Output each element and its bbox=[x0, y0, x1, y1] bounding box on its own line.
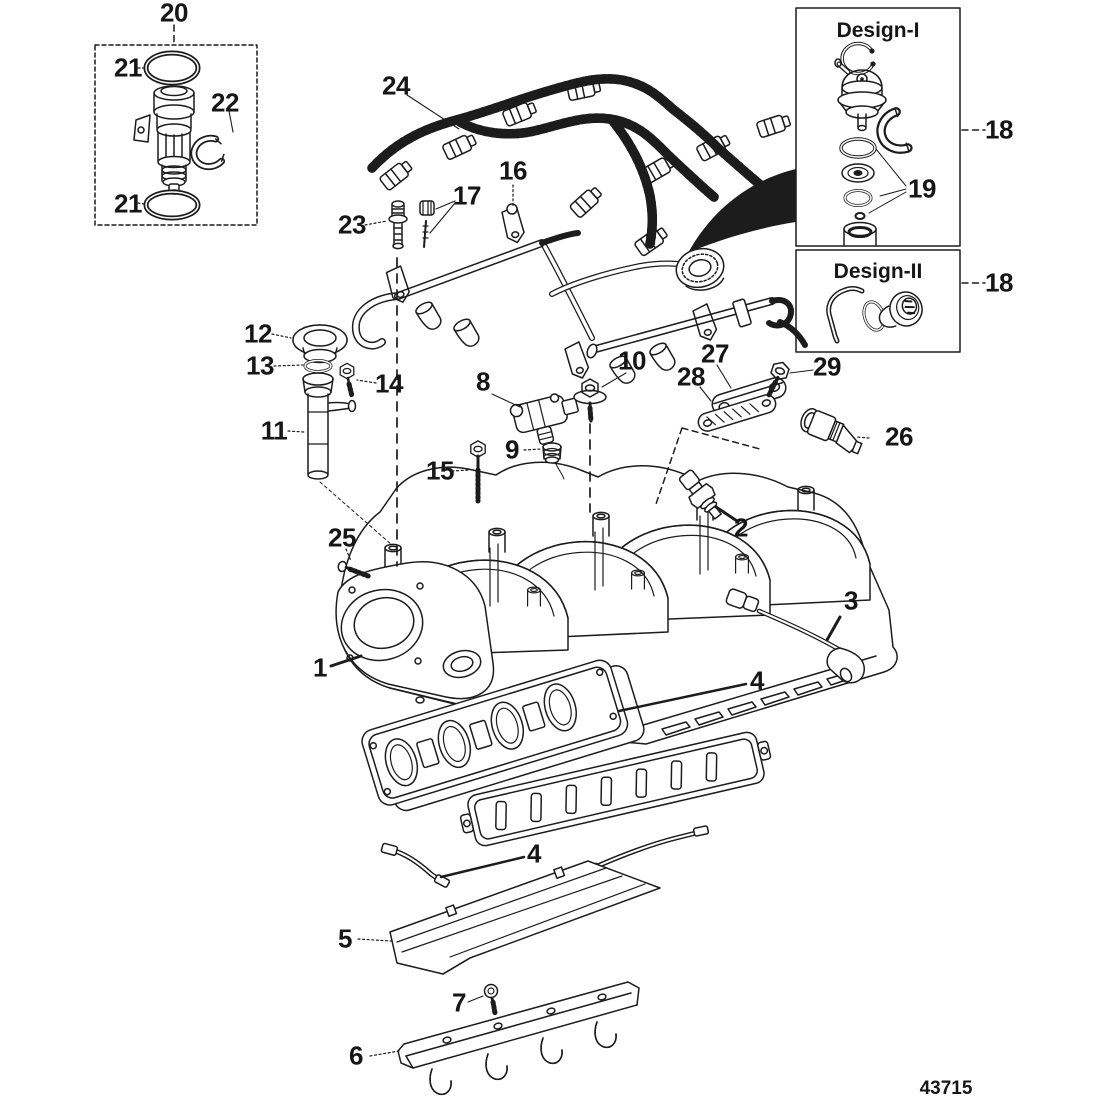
callout-4b: 4 bbox=[527, 838, 541, 869]
callout-9: 9 bbox=[505, 434, 519, 465]
design2-clip-drawing bbox=[829, 289, 862, 341]
callout-21b: 21 bbox=[114, 188, 142, 219]
bolt-10-drawing bbox=[574, 379, 606, 421]
baffle-drawing bbox=[390, 861, 660, 974]
screw-7-drawing bbox=[485, 985, 498, 1014]
callout-15: 15 bbox=[426, 455, 454, 486]
callout-28: 28 bbox=[677, 361, 705, 392]
design1-title: Design-I bbox=[836, 19, 920, 42]
oil-fill-tube-drawing bbox=[303, 373, 356, 479]
rail-hooks bbox=[430, 1022, 616, 1094]
callout-19-leaders bbox=[869, 149, 906, 213]
callout-26: 26 bbox=[885, 421, 913, 452]
callout-14: 14 bbox=[375, 368, 403, 399]
schrader-valve-drawing bbox=[389, 201, 407, 249]
callout-23: 23 bbox=[338, 209, 366, 240]
rail-bracket-bolt bbox=[507, 204, 517, 214]
harness-connector bbox=[756, 113, 791, 138]
callout-29: 29 bbox=[813, 351, 841, 382]
oil-fill-drawing bbox=[293, 325, 356, 479]
o-ring-lower-drawing bbox=[146, 192, 198, 218]
design1-inset-box bbox=[796, 8, 985, 246]
callout-5: 5 bbox=[338, 923, 352, 954]
fuel-pressure-regulator-drawing bbox=[835, 59, 886, 131]
regulator-port-drawing bbox=[672, 243, 729, 296]
callout-18b: 18 bbox=[985, 267, 1013, 298]
harness-connector bbox=[379, 159, 414, 191]
regulator-location-arrow bbox=[688, 169, 796, 253]
o-ring-upper-drawing bbox=[146, 53, 198, 83]
harness-connector bbox=[442, 132, 478, 160]
callout-6: 6 bbox=[349, 1040, 363, 1071]
regulator-seal-stack-drawing bbox=[841, 139, 876, 245]
sensor-26-drawing bbox=[797, 406, 867, 455]
callout-27: 27 bbox=[701, 338, 729, 369]
valve-cap-and-core-drawing bbox=[420, 201, 434, 247]
fuel-injector-drawing bbox=[134, 86, 194, 194]
holddown-bracket-left bbox=[381, 843, 450, 888]
retainer-rail-drawing bbox=[398, 982, 639, 1094]
injector-clip-drawing bbox=[191, 136, 226, 171]
callout-4a: 4 bbox=[750, 665, 764, 696]
callout-2: 2 bbox=[734, 512, 748, 543]
callout-25: 25 bbox=[328, 522, 356, 553]
figure-number: 43715 bbox=[919, 1078, 973, 1099]
callout-10: 10 bbox=[618, 345, 646, 376]
injector-port-cup bbox=[648, 341, 677, 374]
injector-port-cup bbox=[452, 317, 481, 350]
oil-fill-bolt-drawing bbox=[340, 363, 354, 396]
design2-title: Design-II bbox=[833, 260, 923, 283]
callout-18a: 18 bbox=[985, 114, 1013, 145]
rail-mount-tab bbox=[564, 341, 590, 380]
callout-13: 13 bbox=[246, 350, 274, 381]
callout-19: 19 bbox=[908, 173, 936, 204]
callout-7: 7 bbox=[452, 987, 466, 1018]
regulator-clip-drawing bbox=[875, 108, 909, 158]
callout-12: 12 bbox=[244, 318, 272, 349]
callout-16: 16 bbox=[499, 155, 527, 186]
callout-3: 3 bbox=[844, 585, 858, 616]
callout-11: 11 bbox=[260, 415, 288, 446]
injector-port-cup bbox=[414, 300, 443, 333]
callout-21a: 21 bbox=[114, 52, 142, 83]
callout-1: 1 bbox=[313, 652, 327, 683]
callout-20: 20 bbox=[160, 0, 188, 28]
callout-22: 22 bbox=[211, 87, 239, 118]
rail-clamp-drawing bbox=[732, 299, 751, 327]
harness-connector bbox=[569, 185, 603, 218]
callout-24: 24 bbox=[382, 70, 410, 101]
callout-17: 17 bbox=[453, 180, 481, 211]
map-sensor-drawing bbox=[509, 389, 584, 450]
callout-8: 8 bbox=[476, 366, 490, 397]
